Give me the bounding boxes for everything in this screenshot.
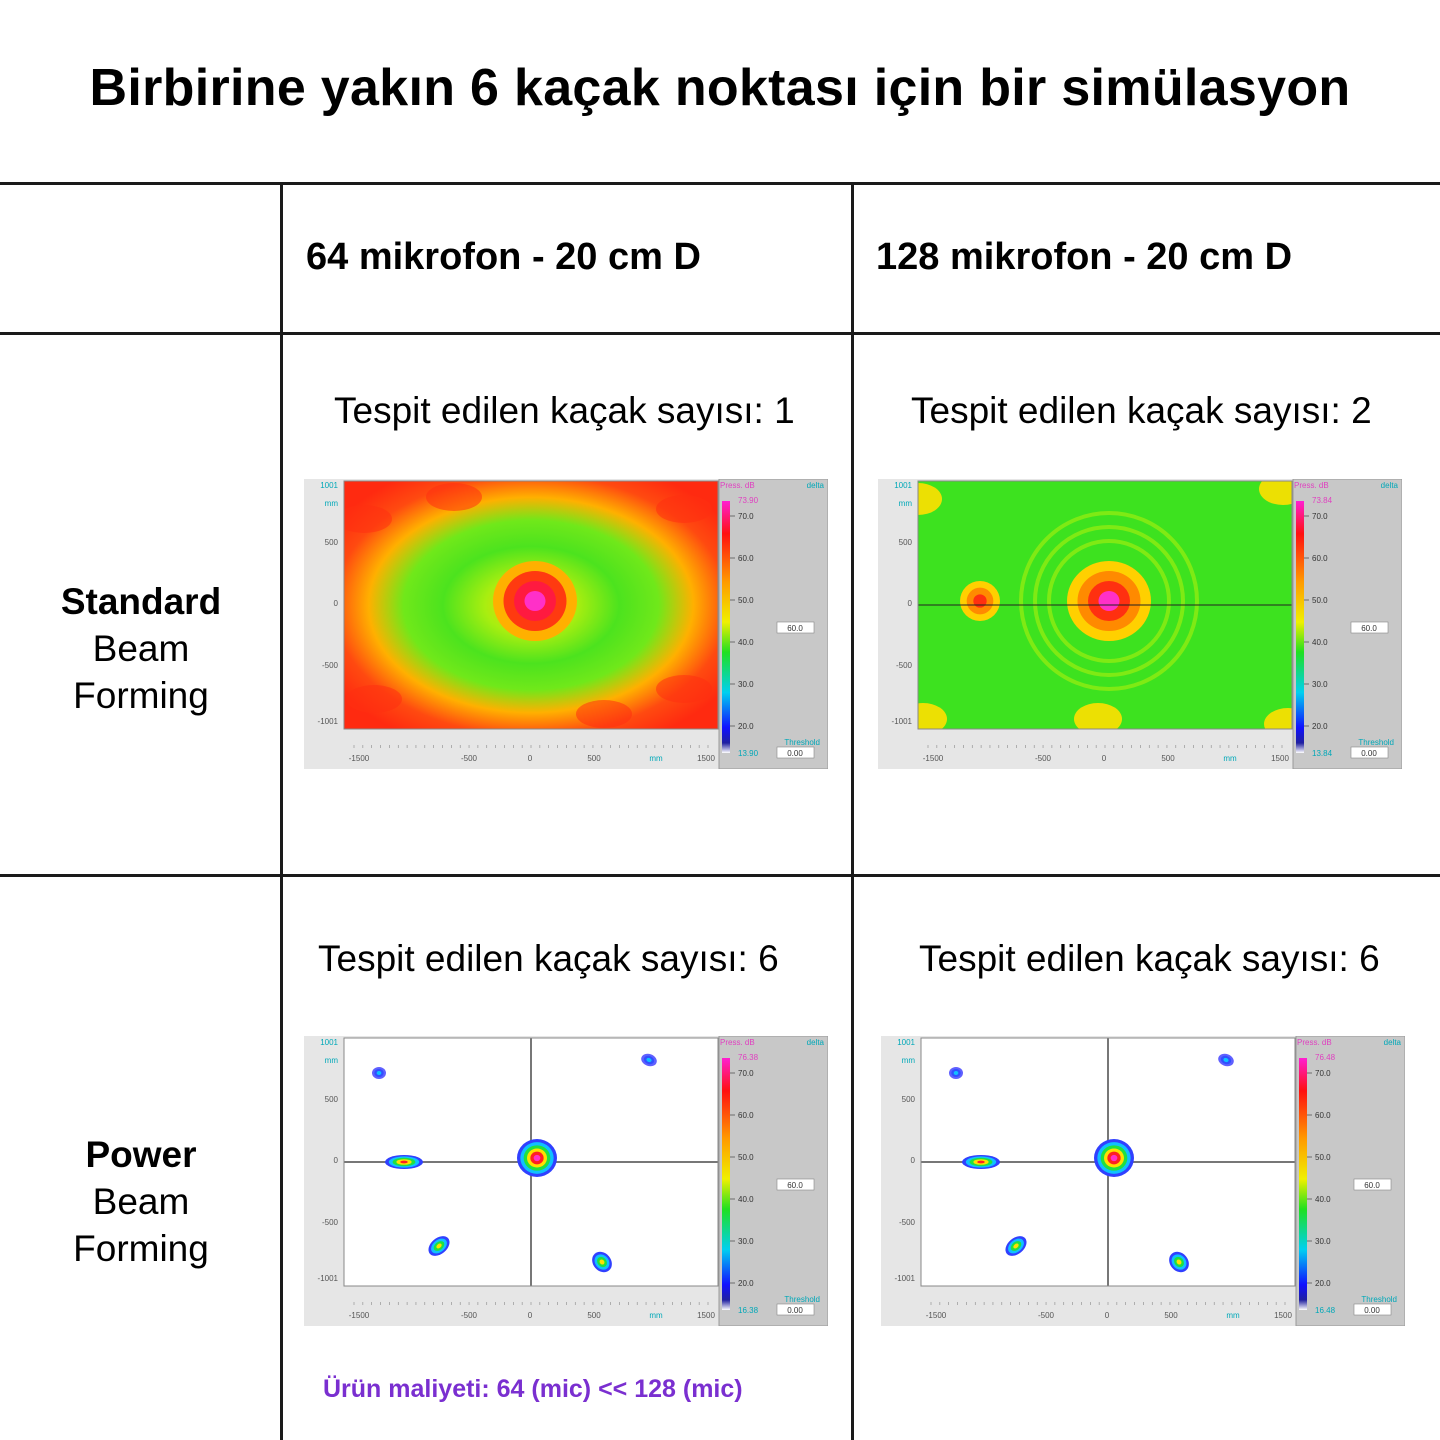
x-tick-label: 0 [1101,754,1107,763]
leak-spot [1067,561,1151,641]
x-tick-label: mm [1226,1311,1240,1320]
scale-tick-label: 40.0 [1312,638,1328,647]
x-tick-label: -1500 [922,754,944,763]
x-tick-label: mm [1223,754,1237,763]
y-tick-label: 0 [333,599,338,608]
scale-tick-label: 30.0 [738,680,754,689]
scale-min-label: 13.84 [1312,749,1333,758]
y-tick-label: 500 [324,1095,338,1104]
leak-spot [960,581,1000,621]
delta-label: delta [1380,481,1398,490]
cost-note: Ürün maliyeti: 64 (mic) << 128 (mic) [323,1375,743,1403]
color-scale-bar [1296,501,1304,753]
scale-tick-label: 50.0 [738,1153,754,1162]
leak-spot [517,1139,557,1177]
scale-tick-label: 60.0 [1312,554,1328,563]
x-tick-label: 1500 [1274,1311,1292,1320]
x-tick-label: 500 [1164,1311,1178,1320]
row-header-standard-bold: Standard [60,581,222,622]
scale-tick-label: 20.0 [738,1279,754,1288]
y-tick-label: -500 [321,1218,338,1227]
y-tick-label: -500 [895,661,912,670]
scale-tick-label: 70.0 [738,1069,754,1078]
scale-max-label: 73.84 [1312,496,1333,505]
leak-spot [385,1155,423,1169]
x-tick-label: 0 [1104,1311,1110,1320]
x-tick-label: 1500 [1271,754,1289,763]
row-header-standard-line2: Beam [92,628,190,669]
threshold-label: Threshold [1361,1295,1397,1304]
count-power-128: Tespit edilen kaçak sayısı: 6 [919,938,1380,979]
y-axis-top: 1001 [897,1038,915,1047]
x-tick-label: -500 [1034,754,1052,763]
y-tick-label: -500 [898,1218,915,1227]
map-plot [891,479,1312,740]
y-axis-bottom: -1001 [317,1274,338,1283]
scale-tick-label: 20.0 [1315,1279,1331,1288]
map-svg [881,1036,1405,1326]
row-header-power-bold: Power [85,1134,197,1175]
grid-line-right [851,184,854,1440]
row-header-standard [0,578,282,719]
x-tick-label: mm [649,754,663,763]
x-tick-label: 1500 [697,1311,715,1320]
scale-tick-label: 50.0 [1312,596,1328,605]
map-plot [921,1038,1295,1286]
press-label: Press. dB [1294,481,1329,490]
x-tick-label: 500 [1161,754,1175,763]
scale-tick-label: 70.0 [738,512,754,521]
scale-tick-label: 40.0 [738,638,754,647]
scale-tick-label: 60.0 [738,554,754,563]
x-tick-label: -1500 [348,754,370,763]
count-power-64: Tespit edilen kaçak sayısı: 6 [318,938,779,979]
grid-line-middle [0,874,1440,877]
map-plot [344,1038,718,1286]
color-scale-bar [722,1058,730,1310]
x-tick-label: -500 [460,1311,478,1320]
row-header-power [0,1131,282,1272]
y-axis-unit: mm [324,1056,338,1065]
scale-min-label: 16.48 [1315,1306,1336,1315]
y-axis-top: 1001 [894,481,912,490]
y-axis-unit: mm [901,1056,915,1065]
threshold-value: 0.00 [1364,1306,1380,1315]
count-standard-128: Tespit edilen kaçak sayısı: 2 [911,390,1372,431]
press-label: Press. dB [1297,1038,1332,1047]
scale-min-label: 13.90 [738,749,759,758]
scale-tick-label: 60.0 [1315,1111,1331,1120]
scale-max-label: 73.90 [738,496,759,505]
x-tick-label: 0 [527,1311,533,1320]
press-label: Press. dB [720,1038,755,1047]
acoustic-map-standard-128 [878,479,1402,769]
scale-tick-label: 70.0 [1312,512,1328,521]
scale-tick-label: 30.0 [738,1237,754,1246]
acoustic-map-standard-64 [304,479,828,769]
y-axis-unit: mm [898,499,912,508]
delta-label: delta [806,481,824,490]
threshold-value: 0.00 [787,1306,803,1315]
y-tick-label: 0 [907,599,912,608]
scale-tick-label: 30.0 [1315,1237,1331,1246]
leak-spot [493,561,577,641]
x-tick-label: -500 [460,754,478,763]
leak-spot [949,1067,963,1079]
x-tick-label: -500 [1037,1311,1055,1320]
row-header-standard-line3: Forming [73,675,209,716]
color-scale-bar [1299,1058,1307,1310]
scale-tick-label: 20.0 [1312,722,1328,731]
threshold-label: Threshold [784,738,820,747]
delta-label: delta [1383,1038,1401,1047]
y-tick-label: -500 [321,661,338,670]
grid-line-header [0,332,1440,335]
scale-tick-label: 50.0 [1315,1153,1331,1162]
delta-label: delta [806,1038,824,1047]
y-axis-bottom: -1001 [894,1274,915,1283]
scale-tick-label: 60.0 [738,1111,754,1120]
scale-tick-label: 30.0 [1312,680,1328,689]
column-header-64: 64 mikrofon - 20 cm D [306,236,701,278]
count-standard-64: Tespit edilen kaçak sayısı: 1 [334,390,795,431]
x-tick-label: 0 [527,754,533,763]
x-tick-label: 500 [587,754,601,763]
x-tick-label: mm [649,1311,663,1320]
threshold-value: 0.00 [787,749,803,758]
scale-tick-label: 40.0 [738,1195,754,1204]
scale-max-label: 76.48 [1315,1053,1336,1062]
y-axis-top: 1001 [320,1038,338,1047]
x-tick-label: -1500 [925,1311,947,1320]
y-axis-unit: mm [324,499,338,508]
y-tick-label: 0 [910,1156,915,1165]
delta-value: 60.0 [787,1181,803,1190]
scale-tick-label: 40.0 [1315,1195,1331,1204]
y-axis-bottom: -1001 [317,717,338,726]
y-tick-label: 500 [324,538,338,547]
column-header-128: 128 mikrofon - 20 cm D [876,236,1293,278]
scale-tick-label: 70.0 [1315,1069,1331,1078]
scale-tick-label: 50.0 [738,596,754,605]
map-svg [878,479,1402,769]
scale-max-label: 76.38 [738,1053,759,1062]
leak-spot [372,1067,386,1079]
x-tick-label: 1500 [697,754,715,763]
map-svg [304,1036,828,1326]
scale-min-label: 16.38 [738,1306,759,1315]
grid-line-top [0,182,1440,185]
threshold-value: 0.00 [1361,749,1377,758]
delta-value: 60.0 [1361,624,1377,633]
row-header-power-line3: Forming [73,1228,209,1269]
acoustic-map-power-128 [881,1036,1405,1326]
y-axis-bottom: -1001 [891,717,912,726]
map-svg [304,479,828,769]
press-label: Press. dB [720,481,755,490]
leak-spot [1094,1139,1134,1177]
map-plot [333,481,718,729]
y-tick-label: 0 [333,1156,338,1165]
x-tick-label: 500 [587,1311,601,1320]
y-tick-label: 500 [901,1095,915,1104]
leak-spot [962,1155,1000,1169]
threshold-label: Threshold [784,1295,820,1304]
row-header-power-line2: Beam [92,1181,190,1222]
scale-tick-label: 20.0 [738,722,754,731]
page-title: Birbirine yakın 6 kaçak noktası için bir simülasyon [89,59,1351,117]
delta-value: 60.0 [1364,1181,1380,1190]
y-axis-top: 1001 [320,481,338,490]
acoustic-map-power-64 [304,1036,828,1326]
delta-value: 60.0 [787,624,803,633]
threshold-label: Threshold [1358,738,1394,747]
y-tick-label: 500 [898,538,912,547]
color-scale-bar [722,501,730,753]
x-tick-label: -1500 [348,1311,370,1320]
